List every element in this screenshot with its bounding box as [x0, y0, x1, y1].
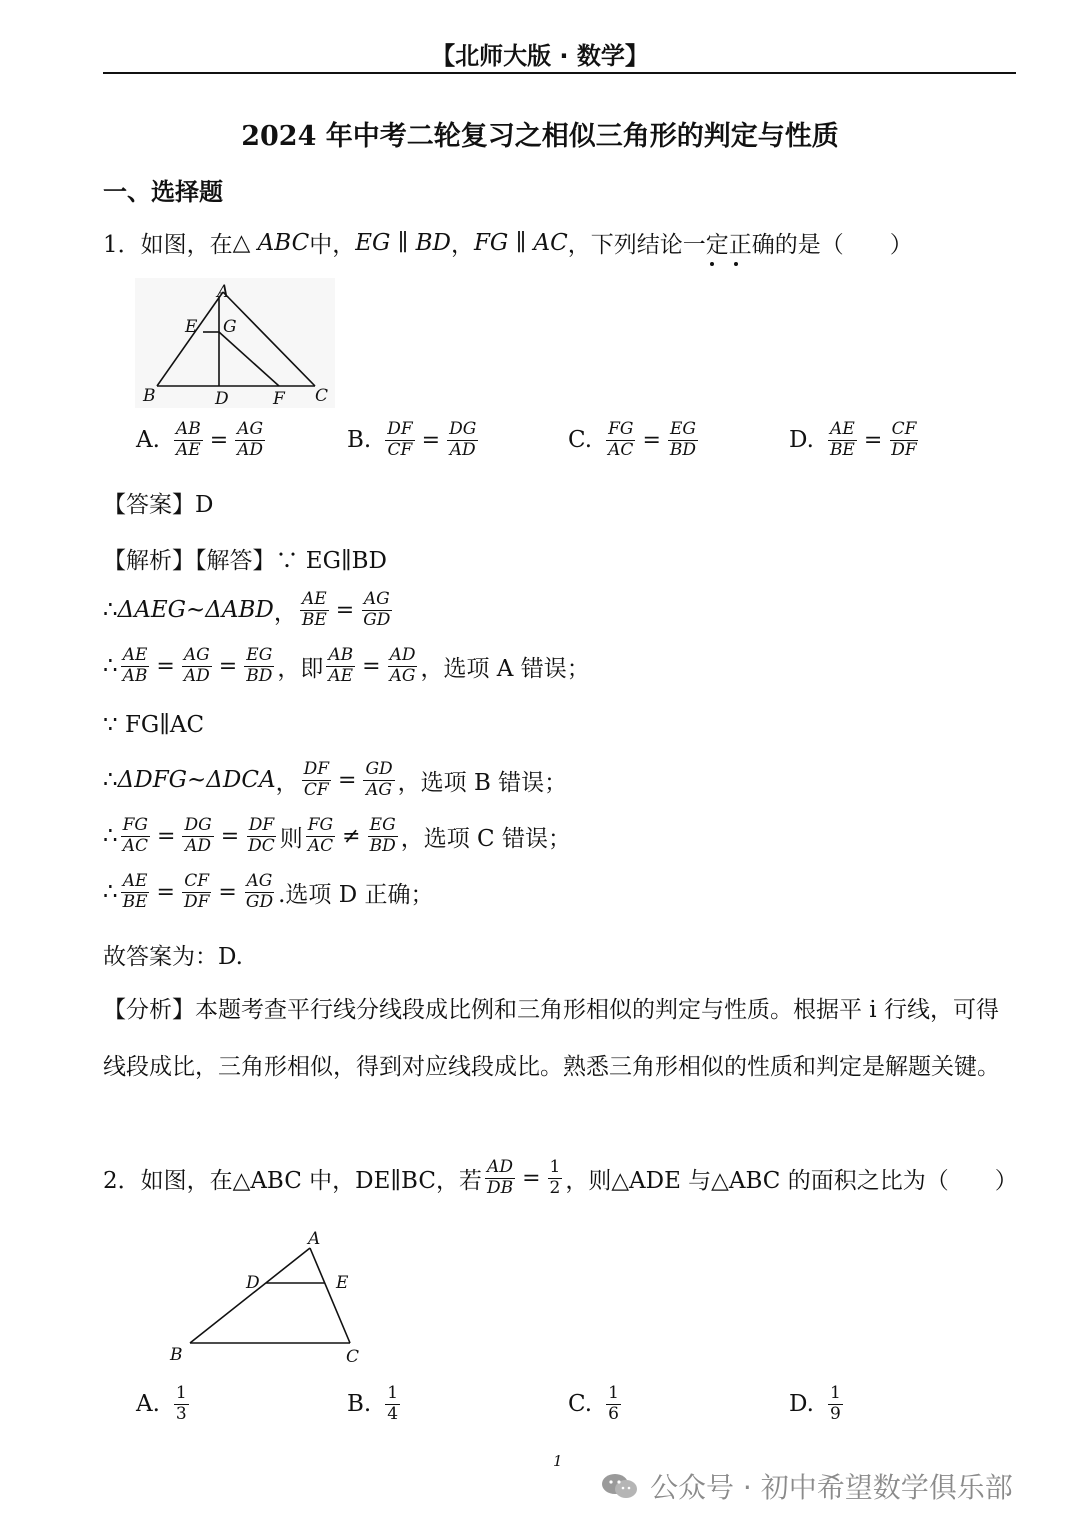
wechat-icon	[600, 1471, 640, 1501]
q1-stem: 1．如图，在 △ ABC 中， EG ∥ BD ， FG ∥ AC ，下列结论一定正确的是（ ）	[103, 229, 913, 258]
label-E: E	[185, 317, 198, 337]
q2-option-d[interactable]: D. $\frac{1}{9}$	[789, 1383, 841, 1424]
q2-triangle-figure	[160, 1226, 380, 1376]
label-C: C	[315, 386, 329, 406]
label-G: G	[223, 317, 237, 337]
page-number: 1	[553, 1452, 563, 1470]
label-B: B	[170, 1345, 183, 1365]
label-D: D	[246, 1273, 260, 1293]
label-E: E	[336, 1273, 349, 1293]
q1-step-4: ∴ ΔDFG~ΔDCA ， $\frac{DF}{CF}$ = $\frac{GD}{AG}$ ，选项 B 错误；	[103, 759, 568, 800]
header-rule	[103, 72, 1016, 74]
q1-analysis-paragraph: 【分析】本题考查平行线分线段成比例和三角形相似的判定与性质。根据平 i 行线，可得线段成比，三角形相似，得到对应线段成比。熟悉三角形相似的性质和判定是解题关键。	[103, 997, 1000, 1080]
emphasis-dot	[710, 262, 714, 266]
label-A: A	[308, 1229, 321, 1249]
q1-step-6: ∴ $\frac{AE}{BE}$ = $\frac{CF}{DF}$ = $\frac{AG}{GD}$ .选项 D 正确；	[103, 871, 434, 912]
q1-analysis-head: 【解析】【解答】∵ EG∥BD	[103, 548, 387, 574]
label-F: F	[273, 389, 285, 408]
q1-conclusion: 故答案为：D.	[103, 944, 243, 970]
header: 【北师大版 · 数学】	[431, 42, 649, 70]
q2-stem: 2．如图，在△ABC 中，DE∥BC，若 $\frac{AD}{DB}$ = $\frac{1}{2}$ ，则△ADE 与△ABC 的面积之比为（ ）	[103, 1157, 1018, 1198]
q1-option-a[interactable]: A. $\frac{AB}{AE}$ = $\frac{AG}{AD}$	[136, 419, 264, 460]
q1-option-c[interactable]: C. $\frac{FG}{AC}$ = $\frac{EG}{BD}$	[568, 419, 697, 460]
watermark	[600, 1466, 1013, 1506]
label-B: B	[143, 386, 156, 406]
label-C: C	[346, 1347, 360, 1367]
section-heading: 一、选择题	[103, 178, 223, 206]
q2-option-a[interactable]: A. $\frac{1}{3}$	[136, 1383, 187, 1424]
label-D: D	[215, 389, 229, 408]
q1-option-b[interactable]: B. $\frac{DF}{CF}$ = $\frac{DG}{AD}$	[347, 419, 477, 460]
label-A: A	[217, 282, 230, 302]
page-title: 2024 年中考二轮复习之相似三角形的判定与性质	[241, 121, 839, 152]
q1-step-1: ∴ ΔAEG~ΔABD ， $\frac{AE}{BE}$ = $\frac{AG}{GD}$	[103, 589, 391, 630]
emphasis-dot	[734, 262, 738, 266]
q1-step-5: ∴ $\frac{FG}{AC}$ = $\frac{DG}{AD}$ = $\frac{DF}{DC}$ 则 $\frac{FG}{AC}$ ≠ $\frac{EG}{BD}$ ，选项 C 错误；	[103, 815, 571, 856]
q1-step-2: ∴ $\frac{AE}{AB}$ = $\frac{AG}{AD}$ = $\frac{EG}{BD}$ ，即 $\frac{AB}{AE}$ = $\frac{AD}{AG}$ ，选项 A 错误；	[103, 645, 590, 686]
q2-option-c[interactable]: C. $\frac{1}{6}$	[568, 1383, 619, 1424]
q1-option-d[interactable]: D. $\frac{AE}{BE}$ = $\frac{CF}{DF}$	[789, 419, 917, 460]
q1-step-3: ∵ FG∥AC	[103, 712, 205, 738]
q1-answer: 【答案】D	[103, 492, 214, 518]
q1-triangle-figure	[135, 278, 335, 408]
q2-option-b[interactable]: B. $\frac{1}{4}$	[347, 1383, 399, 1424]
watermark-text: 公众号 · 初中希望数学俱乐部	[650, 1471, 1013, 1504]
